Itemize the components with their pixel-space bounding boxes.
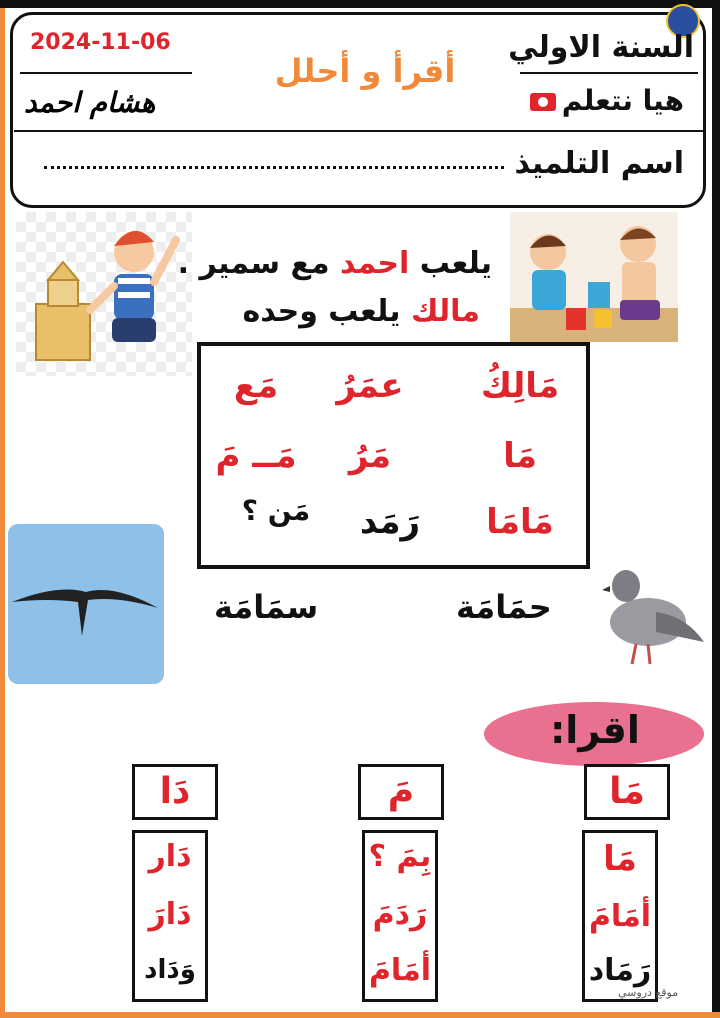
grid-cell: مَالِكُ bbox=[480, 366, 560, 406]
sentence-word: مع سمير . bbox=[177, 246, 330, 281]
column-item: دَار bbox=[148, 839, 192, 874]
divider bbox=[20, 72, 192, 74]
syllable-column bbox=[582, 830, 658, 1002]
column-item: مَا bbox=[603, 839, 637, 879]
children-playing-image bbox=[510, 212, 678, 342]
sentence-line-2 bbox=[243, 294, 480, 329]
grid-cell: مَرُ bbox=[348, 436, 392, 476]
divider bbox=[520, 72, 698, 74]
watermark-text: موقع دروسي bbox=[618, 986, 679, 999]
column-item: أمَامَ bbox=[368, 953, 432, 988]
syllable-head: دَا bbox=[132, 764, 218, 820]
grid-cell: رَمَد bbox=[359, 502, 421, 542]
word-hamama: حمَامَة bbox=[456, 588, 552, 626]
column-item: رَدَمَ bbox=[372, 897, 428, 932]
worksheet-title: أقرأ و أحلل bbox=[274, 52, 456, 90]
grid-cell: مَامَا bbox=[486, 502, 554, 542]
grid-cell: عمَرُ bbox=[336, 366, 404, 406]
divider bbox=[14, 130, 704, 132]
student-name-label: اسم التلميذ bbox=[514, 146, 684, 181]
swift-bird-image bbox=[8, 524, 164, 684]
grid-cell: مَــ مَ bbox=[215, 436, 297, 476]
sentence-name-ahmed: احمد bbox=[339, 246, 410, 281]
word-samama: سمَامَة bbox=[214, 588, 319, 626]
right-border bbox=[712, 8, 720, 1012]
bottom-border bbox=[0, 1012, 720, 1018]
sentence-word-malik: مالك bbox=[410, 294, 480, 329]
syllable-head: مَا bbox=[584, 764, 670, 820]
column-item: دَارَ bbox=[148, 897, 192, 932]
pigeon-image bbox=[596, 552, 706, 670]
syllable-column bbox=[362, 830, 438, 1002]
boy-sandcastle-image bbox=[16, 212, 192, 376]
tunisia-flag-icon bbox=[530, 93, 556, 111]
sentence-word: يلعب وحده bbox=[242, 294, 401, 329]
column-item: بِمَ ؟ bbox=[368, 839, 432, 874]
column-item: أمَامَ bbox=[588, 899, 652, 934]
series-text: هيا نتعلم bbox=[561, 84, 684, 117]
grid-cell: مَع bbox=[233, 366, 279, 406]
column-item: وَدَاد bbox=[144, 955, 196, 985]
top-border bbox=[0, 0, 720, 8]
series-label bbox=[524, 84, 684, 117]
sentence-line-1 bbox=[178, 246, 492, 281]
syllable-column bbox=[132, 830, 208, 1002]
grid-cell: مَن ؟ bbox=[241, 494, 311, 527]
read-label: اقرا: bbox=[550, 708, 640, 752]
grid-cell: مَا bbox=[503, 436, 537, 476]
left-border bbox=[0, 8, 5, 1018]
column-item: رَمَاد bbox=[588, 953, 652, 988]
teacher-name: هشام احمد bbox=[24, 86, 156, 119]
student-name-line[interactable] bbox=[44, 166, 504, 169]
syllable-head: مَ bbox=[358, 764, 444, 820]
date: 2024-11-06 bbox=[30, 30, 171, 55]
grade-label: السنة الاولي bbox=[508, 30, 694, 65]
sentence-word: يلعب bbox=[419, 246, 492, 281]
